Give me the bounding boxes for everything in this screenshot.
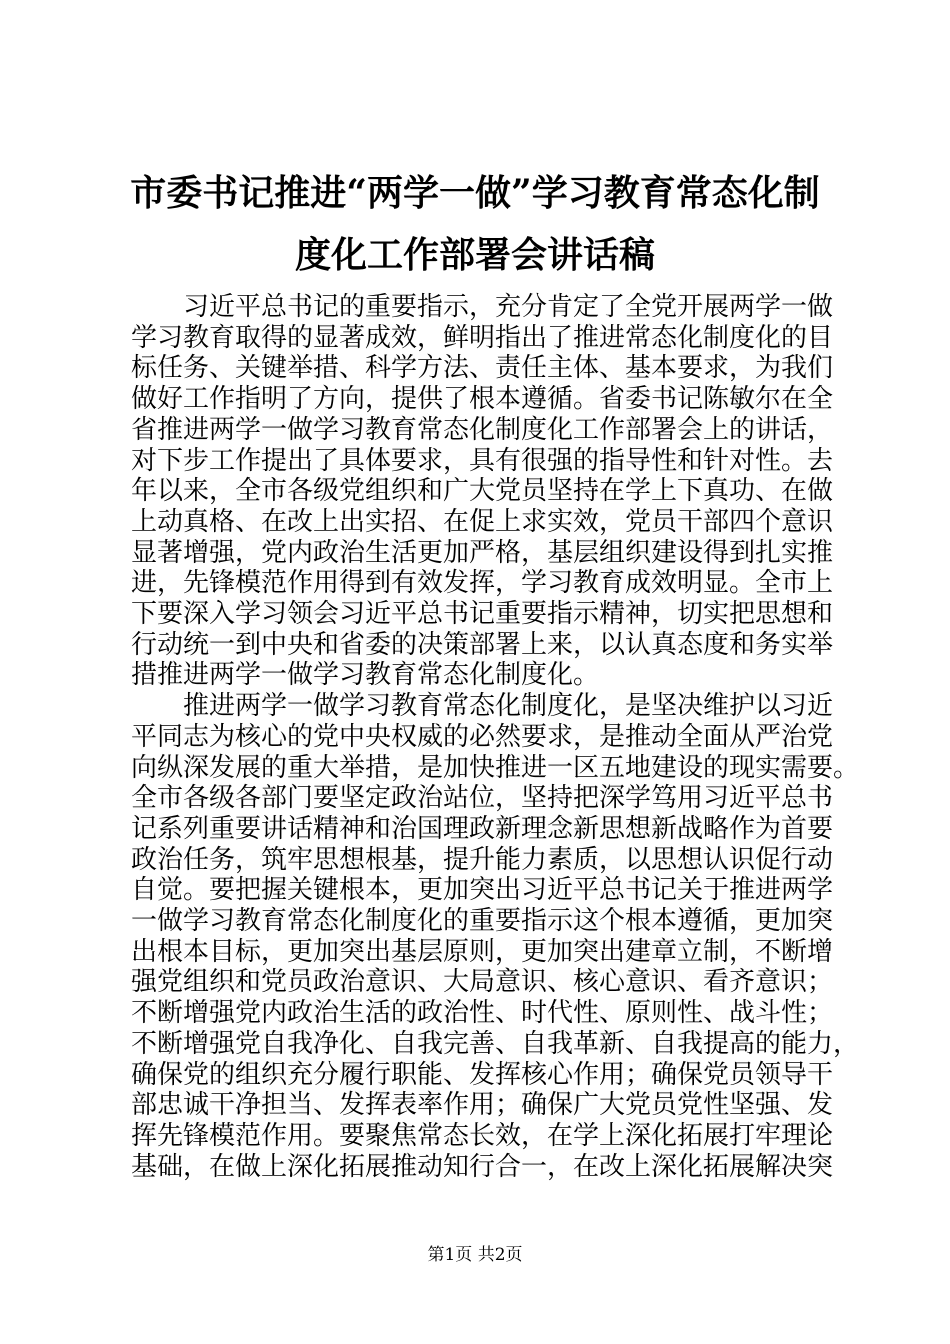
paragraph	[131, 691, 860, 1182]
paragraph-line: 向纵深发展的重大举措，是加快推进一区五地建设的现实需要。	[131, 752, 860, 783]
title-line-2: 度化工作部署会讲话稿	[294, 234, 655, 276]
paragraph-line: 对下步工作提出了具体要求，具有很强的指导性和针对性。去	[131, 445, 834, 476]
paragraph-line: 出根本目标，更加突出基层原则，更加突出建章立制，不断增	[131, 936, 834, 967]
title-line-1: 市委书记推进“两学一做”学习教育常态化制	[130, 172, 820, 214]
page-footer: 第1页 共2页	[427, 1245, 523, 1265]
paragraph-line: 上动真格、在改上出实招、在促上求实效，党员干部四个意识	[131, 506, 834, 537]
paragraph-line: 不断增强党内政治生活的政治性、时代性、原则性、战斗性；	[131, 998, 834, 1029]
paragraph-line: 不断增强党自我净化、自我完善、自我革新、自我提高的能力，	[131, 1028, 860, 1059]
paragraph-line: 学习教育取得的显著成效，鲜明指出了推进常态化制度化的目	[131, 322, 834, 353]
document-body	[131, 292, 860, 1182]
paragraph-line: 进，先锋模范作用得到有效发挥，学习教育成效明显。全市上	[131, 568, 834, 599]
paragraph-line: 省推进两学一做学习教育常态化制度化工作部署会上的讲话，	[131, 414, 834, 445]
paragraph-line: 下要深入学习领会习近平总书记重要指示精神，切实把思想和	[131, 599, 834, 630]
paragraph-line: 强党组织和党员政治意识、大局意识、核心意识、看齐意识；	[131, 967, 834, 998]
paragraph-line: 记系列重要讲话精神和治国理政新理念新思想新战略作为首要	[131, 813, 834, 844]
paragraph-line: 挥先锋模范作用。要聚焦常态长效，在学上深化拓展打牢理论	[131, 1120, 834, 1151]
paragraph-line: 显著增强，党内政治生活更加严格，基层组织建设得到扎实推	[131, 537, 834, 568]
paragraph-line: 推进两学一做学习教育常态化制度化，是坚决维护以习近	[183, 691, 834, 722]
paragraph-line: 政治任务，筑牢思想根基，提升能力素质，以思想认识促行动	[131, 844, 834, 875]
paragraph-line: 全市各级各部门要坚定政治站位，坚持把深学笃用习近平总书	[131, 783, 834, 814]
paragraph-line: 平同志为核心的党中央权威的必然要求，是推动全面从严治党	[131, 721, 834, 752]
paragraph-line: 做好工作指明了方向，提供了根本遵循。省委书记陈敏尔在全	[131, 384, 834, 415]
paragraph-line: 措推进两学一做学习教育常态化制度化。	[131, 660, 600, 691]
paragraph-line: 基础，在做上深化拓展推动知行合一，在改上深化拓展解决突	[131, 1151, 834, 1182]
paragraph-line: 确保党的组织充分履行职能、发挥核心作用；确保党员领导干	[131, 1059, 834, 1090]
paragraph-line: 习近平总书记的重要指示，充分肯定了全党开展两学一做	[183, 292, 834, 322]
paragraph-line: 自觉。要把握关键根本，更加突出习近平总书记关于推进两学	[131, 875, 834, 906]
paragraph	[131, 292, 834, 691]
paragraph-line: 标任务、关键举措、科学方法、责任主体、基本要求，为我们	[131, 353, 834, 384]
document-title	[100, 162, 850, 286]
paragraph-line: 年以来，全市各级党组织和广大党员坚持在学上下真功、在做	[131, 476, 834, 507]
paragraph-line: 行动统一到中央和省委的决策部署上来，以认真态度和务实举	[131, 629, 834, 660]
paragraph-line: 部忠诚干净担当、发挥表率作用；确保广大党员党性坚强、发	[131, 1090, 834, 1121]
paragraph-line: 一做学习教育常态化制度化的重要指示这个根本遵循，更加突	[131, 906, 834, 937]
